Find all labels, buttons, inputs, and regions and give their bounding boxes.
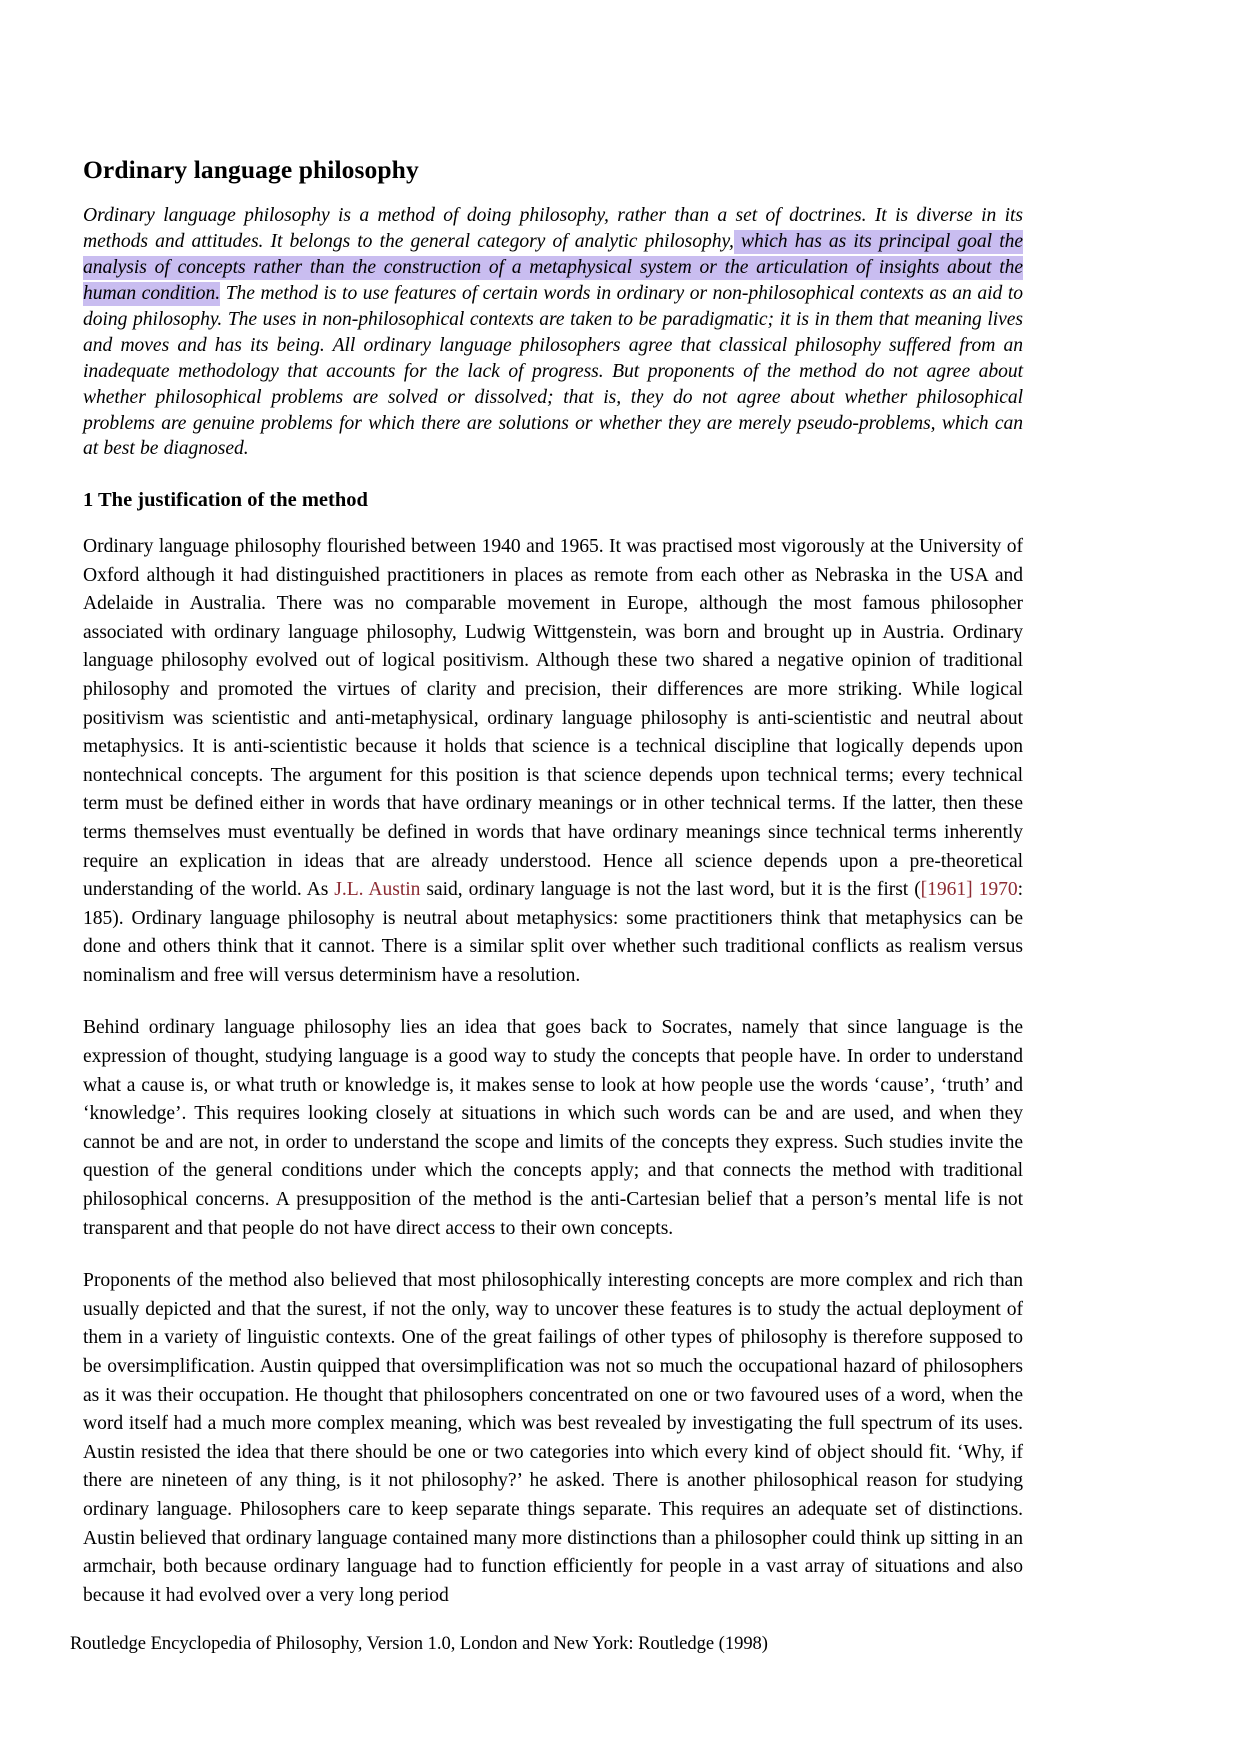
reference-link-citation-year[interactable]: [1961] 1970 (920, 879, 1018, 901)
body-paragraph-3: Proponents of the method also believed that most philosophically interesting concepts are more complex and rich than usually depicted and that the surest, if not the only, way to uncover these features is to study the actual deployment of them in a variety of linguistic contexts. One of the great failings of other types of philosophy is therefore supposed to be oversimplification. Austin quipped that oversimplification was not so much the occupational hazard of philosophers as it was their occupation. He thought that philosophers concentrated on one or two favoured uses of a word, when the word itself had a much more complex meaning, which was best revealed by investigating the full spectrum of its uses. Austin resisted the idea that there should be one or two categories into which every kind of object should fit. ‘Why, if there are nineteen of any thing, is it not philosophy?’ he asked. There is another philosophical reason for studying ordinary language. Philosophers care to keep separate things separate. This requires an adequate set of distinctions. Austin believed that ordinary language contained many more distinctions than a philosopher could think up sitting in an armchair, both because ordinary language had to function efficiently for people in a vast array of situations and also because it had evolved over a very long period (83, 1270, 1023, 1606)
paragraph-1-part-1: Ordinary language philosophy flourished between 1940 and 1965. It was practised most vigorously at the University of Oxford although it had distinguished practitioners in places as remote from each other as Nebraska in the USA and Adelaide in Australia. There was no comparable movement in Europe, although the most famous philosopher associated with ordinary language philosophy, Ludwig Wittgenstein, was born and brought up in Austria. Ordinary language philosophy evolved out of logical positivism. Although these two shared a negative opinion of traditional philosophy and promoted the virtues of clarity and precision, their differences are more striking. While logical positivism was scientistic and anti-metaphysical, ordinary language philosophy is anti-scientistic and neutral about metaphysics. It is anti-scientistic because it holds that science is a technical discipline that logically depends upon nontechnical concepts. The argument for this position is that science depends upon technical terms; every technical term must be defined either in words that have ordinary meanings or in other technical terms. If the latter, then these terms themselves must eventually be defined in words that have ordinary meanings since technical terms inherently require an explication in ideas that are already understood. Hence all science depends upon a pre-theoretical understanding of the world. As (83, 535, 1023, 901)
highlighted-text[interactable]: which has as its principal goal the analysis of concepts rather than the construction of a metaphysical system or the articulation of insights about the human condition. (83, 231, 1024, 305)
reference-link-austin[interactable]: J.L. Austin (334, 879, 421, 901)
body-paragraph-1 (83, 533, 1023, 991)
paragraph-1-part-2: said, ordinary language is not the last word, but it is the first ( (420, 879, 921, 901)
abstract-paragraph (83, 203, 1023, 462)
abstract-text-after-highlight: The method is to use features of certain words in ordinary or non-philosophical contexts as an aid to doing philosophy. The uses in non-philosophical contexts are taken to be paradigmatic; it is in them that meaning lives and moves and has its being. All ordinary language philosophers agree that classical philosophy suffered from an inadequate methodology that accounts for the lack of progress. But proponents of the method do not agree about whether philosophical problems are solved or dissolved; that is, they do not agree about whether philosophical problems are genuine problems for which there are solutions or whether they are merely pseudo-problems, which can at best be diagnosed. (83, 283, 1023, 460)
abstract-text-before-highlight: Ordinary language philosophy is a method of doing philosophy, rather than a set of doctrines. It is diverse in its methods and attitudes. It belongs to the general category of analytic philosophy, (83, 205, 1023, 253)
paragraph-1-part-3: : 185). Ordinary language philosophy is neutral about metaphysics: some practitioners think that metaphysics can be done and others think that it cannot. There is a similar split over whether such traditional conflicts as realism versus nominalism and free will versus determinism have a resolution. (83, 879, 1024, 986)
page-footer: Routledge Encyclopedia of Philosophy, Version 1.0, London and New York: Routledge (1998) (70, 1633, 768, 1654)
body-paragraph-2: Behind ordinary language philosophy lies an idea that goes back to Socrates, namely that since language is the expression of thought, studying language is a good way to study the concepts that people have. In order to understand what a cause is, or what truth or knowledge is, it makes sense to look at how people use the words ‘cause’, ‘truth’ and ‘knowledge’. This requires looking closely at situations in which such words can be and are used, and when they cannot be and are not, in order to understand the scope and limits of the concepts they express. Such studies invite the question of the general conditions under which the concepts apply; and that connects the method with traditional philosophical concerns. A presupposition of the method is the anti-Cartesian belief that a person’s mental life is not transparent and that people do not have direct access to their own concepts. (83, 1017, 1023, 1239)
section-heading-1: 1 The justification of the method (83, 489, 368, 512)
page-title: Ordinary language philosophy (83, 155, 419, 184)
document-content (83, 155, 1023, 1610)
